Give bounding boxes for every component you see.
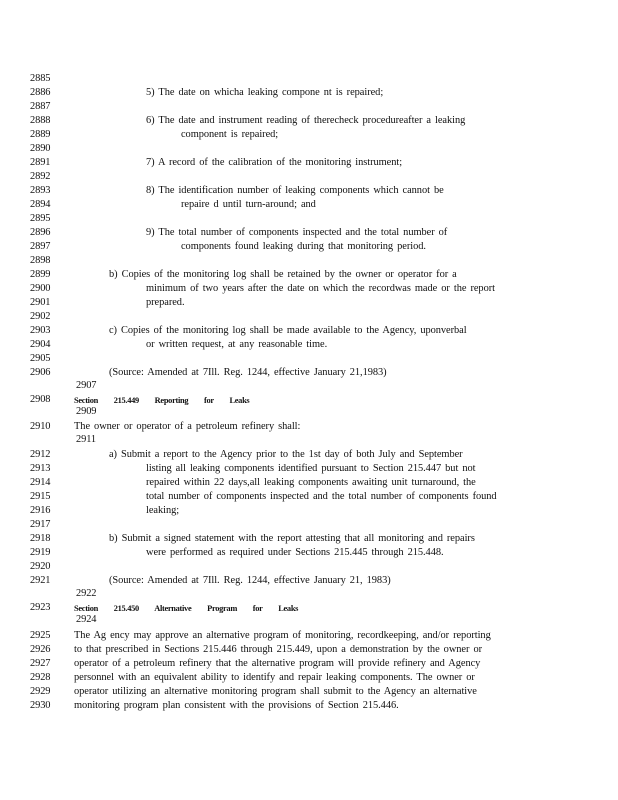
line-number: 2899 <box>30 269 51 280</box>
line-number: 2930 <box>30 700 51 711</box>
line-number: 2897 <box>30 241 51 252</box>
line-number: 2890 <box>30 143 51 154</box>
line-number: 2927 <box>30 658 51 669</box>
text-line: The Ag ency may approve an alternative program of monitoring, recordkeeping, and/or reporting <box>74 630 491 641</box>
text-line: were performed as required under Sections 215.445 through 215.448. <box>146 547 444 558</box>
line-number: 2920 <box>30 561 51 572</box>
line-number: 2923 <box>30 602 51 613</box>
line-number: 2907 <box>76 380 97 391</box>
section-heading: Section 215.450 Alternative Program for Leaks <box>74 604 299 613</box>
text-line: personnel with an equivalent ability to identify and repair leaking components. The owner or <box>74 672 475 683</box>
text-line: leaking; <box>146 505 180 516</box>
text-line: operator of a petroleum refinery that the alternative program will provide refinery and Agency <box>74 658 481 669</box>
text-line: listing all leaking components identified pursuant to Section 215.447 but not <box>146 463 476 474</box>
text-line: or written request, at any reasonable time. <box>146 339 328 350</box>
line-number: 2892 <box>30 171 51 182</box>
text-line: total number of components inspected and the total number of components found <box>146 491 497 502</box>
text-line: prepared. <box>146 297 185 308</box>
line-number: 2911 <box>76 434 96 445</box>
line-number: 2918 <box>30 533 51 544</box>
line-number: 2917 <box>30 519 51 530</box>
line-number: 2888 <box>30 115 51 126</box>
line-number: 2901 <box>30 297 51 308</box>
line-number: 2919 <box>30 547 51 558</box>
line-number: 2906 <box>30 367 51 378</box>
line-number: 2889 <box>30 129 51 140</box>
line-number: 2915 <box>30 491 51 502</box>
line-number: 2928 <box>30 672 51 683</box>
line-number: 2909 <box>76 406 97 417</box>
text-line: repaired within 22 days,all leaking components awaiting unit turnaround, the <box>146 477 476 488</box>
text-line: (Source: Amended at 7Ill. Reg. 1244, effective January 21,1983) <box>109 367 387 378</box>
line-number: 2902 <box>30 311 51 322</box>
text-line: components found leaking during that monitoring period. <box>181 241 426 252</box>
text-line: 7) A record of the calibration of the monitoring instrument; <box>146 157 403 168</box>
line-number: 2898 <box>30 255 51 266</box>
text-line: b) Submit a signed statement with the report attesting that all monitoring and repairs <box>109 533 475 544</box>
text-line: monitoring program plan consistent with the provisions of Section 215.446. <box>74 700 399 711</box>
line-number: 2925 <box>30 630 51 641</box>
line-number: 2885 <box>30 73 51 84</box>
line-number: 2904 <box>30 339 51 350</box>
line-number: 2903 <box>30 325 51 336</box>
section-heading: Section 215.449 Reporting for Leaks <box>74 396 250 405</box>
text-line: 5) The date on whicha leaking compone nt is repaired; <box>146 87 384 98</box>
line-number: 2914 <box>30 477 51 488</box>
line-number: 2926 <box>30 644 51 655</box>
line-number: 2893 <box>30 185 51 196</box>
line-number: 2887 <box>30 101 51 112</box>
text-line: 6) The date and instrument reading of therecheck procedureafter a leaking <box>146 115 466 126</box>
line-number: 2905 <box>30 353 51 364</box>
text-line: b) Copies of the monitoring log shall be retained by the owner or operator for a <box>109 269 457 280</box>
text-line: 9) The total number of components inspected and the total number of <box>146 227 448 238</box>
line-number: 2886 <box>30 87 51 98</box>
text-line: The owner or operator of a petroleum refinery shall: <box>74 421 301 432</box>
line-number: 2894 <box>30 199 51 210</box>
line-number: 2913 <box>30 463 51 474</box>
line-number: 2891 <box>30 157 51 168</box>
text-line: c) Copies of the monitoring log shall be made available to the Agency, uponverbal <box>109 325 467 336</box>
line-number: 2916 <box>30 505 51 516</box>
line-number: 2921 <box>30 575 51 586</box>
text-line: minimum of two years after the date on which the recordwas made or the report <box>146 283 495 294</box>
text-line: (Source: Amended at 7Ill. Reg. 1244, effective January 21, 1983) <box>109 575 391 586</box>
line-number: 2922 <box>76 588 97 599</box>
line-number: 2924 <box>76 614 97 625</box>
text-line: repaire d until turn-around; and <box>181 199 316 210</box>
line-number: 2912 <box>30 449 51 460</box>
line-number: 2929 <box>30 686 51 697</box>
text-line: operator utilizing an alternative monitoring program shall submit to the Agency an alternative <box>74 686 477 697</box>
line-number: 2896 <box>30 227 51 238</box>
line-number: 2895 <box>30 213 51 224</box>
line-number: 2900 <box>30 283 51 294</box>
text-line: to that prescribed in Sections 215.446 through 215.449, upon a demonstration by the owner or <box>74 644 483 655</box>
text-line: 8) The identification number of leaking components which cannot be <box>146 185 444 196</box>
line-number: 2908 <box>30 394 51 405</box>
text-line: a) Submit a report to the Agency prior to the 1st day of both July and September <box>109 449 463 460</box>
text-line: component is repaired; <box>181 129 279 140</box>
line-number: 2910 <box>30 421 51 432</box>
